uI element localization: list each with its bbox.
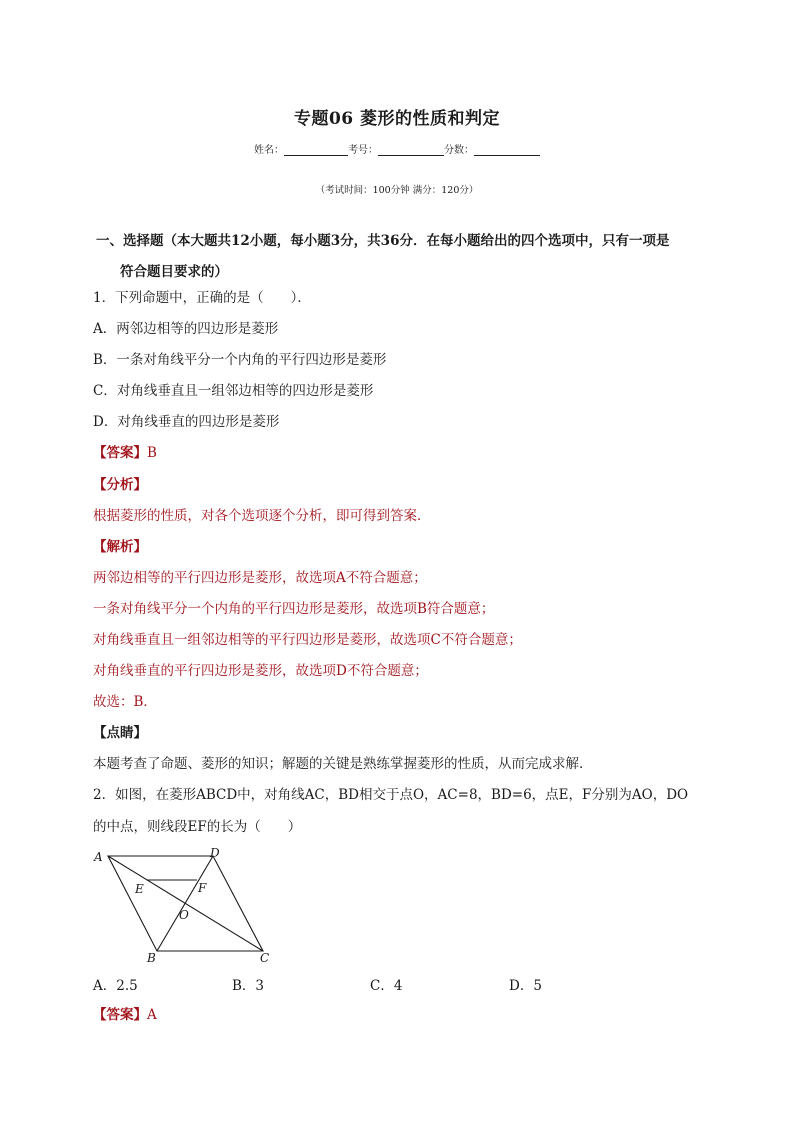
score-label: 分数： — [444, 145, 474, 156]
q1-option-a: A．两邻边相等的四边形是菱形 — [93, 321, 279, 337]
q2-option-b: B．3 — [232, 978, 265, 994]
exam-timing: （考试时间：100分钟 满分：120分） — [315, 185, 479, 196]
label-a: A — [94, 850, 103, 864]
q1-option-c: C．对角线垂直且一组邻边相等的四边形是菱形 — [93, 383, 374, 399]
q1-explain-tag: 【解析】 — [93, 539, 147, 555]
q1-option-d: D．对角线垂直的四边形是菱形 — [93, 414, 280, 430]
exam-info-line — [0, 141, 794, 156]
label-d: D — [210, 846, 220, 860]
q2-option-d: D．5 — [509, 978, 542, 994]
section-heading — [96, 226, 669, 288]
exam-no-label: 考号： — [348, 145, 378, 156]
q1-analysis: 根据菱形的性质，对各个选项逐个分析，即可得到答案． — [93, 508, 431, 524]
label-o: O — [179, 908, 189, 922]
name-blank[interactable] — [284, 145, 348, 156]
q1-explain-line: 对角线垂直的平行四边形是菱形，故选项D不符合题意； — [93, 663, 428, 679]
q1-explain-line: 一条对角线平分一个内角的平行四边形是菱形，故选项B符合题意； — [93, 601, 495, 617]
q2-option-a: A．2.5 — [93, 978, 138, 994]
q1-answer — [93, 443, 157, 463]
q1-option-b: B．一条对角线平分一个内角的平行四边形是菱形 — [93, 352, 387, 368]
q2-stem-line2: 的中点，则线段EF的长为（ ） — [93, 819, 302, 835]
section-heading-line1: 一、选择题（本大题共12小题，每小题3分，共36分．在每小题给出的四个选项中，只有一项是 — [96, 233, 670, 249]
name-label: 姓名： — [254, 145, 284, 156]
q1-comment: 本题考查了命题、菱形的知识；解题的关键是熟练掌握菱形的性质，从而完成求解． — [93, 756, 593, 772]
answer-tag: 【答案】 — [93, 1007, 147, 1023]
q2-answer — [93, 1005, 157, 1025]
exam-no-blank[interactable] — [378, 145, 444, 156]
score-blank[interactable] — [474, 145, 540, 156]
q1-choose: 故选：B． — [93, 694, 157, 710]
q1-explain-line: 两邻边相等的平行四边形是菱形，故选项A不符合题意； — [93, 570, 427, 586]
page-title: 专题06 菱形的性质和判定 — [293, 109, 501, 129]
answer-value: A — [147, 1007, 157, 1023]
q2-option-c: C．4 — [370, 978, 403, 994]
label-b: B — [147, 951, 156, 965]
answer-tag: 【答案】 — [93, 445, 147, 461]
q1-comment-tag: 【点睛】 — [93, 725, 147, 741]
diagonal-bd — [157, 856, 213, 951]
label-f: F — [198, 881, 207, 895]
label-e: E — [135, 882, 144, 896]
q1-analysis-tag: 【分析】 — [93, 477, 147, 493]
q1-explain-line: 对角线垂直且一组邻边相等的平行四边形是菱形，故选项C不符合题意； — [93, 632, 522, 648]
q2-stem-line1: 2．如图，在菱形ABCD中，对角线AC，BD相交于点O，AC=8，BD=6，点E，F分别为AO，DO — [93, 787, 689, 803]
label-c: C — [260, 951, 270, 965]
section-heading-line2: 符合题目要求的） — [120, 264, 228, 280]
rhombus-figure — [92, 843, 282, 967]
q1-stem: 1．下列命题中，正确的是（ ）． — [93, 290, 311, 306]
answer-value: B — [147, 445, 157, 461]
